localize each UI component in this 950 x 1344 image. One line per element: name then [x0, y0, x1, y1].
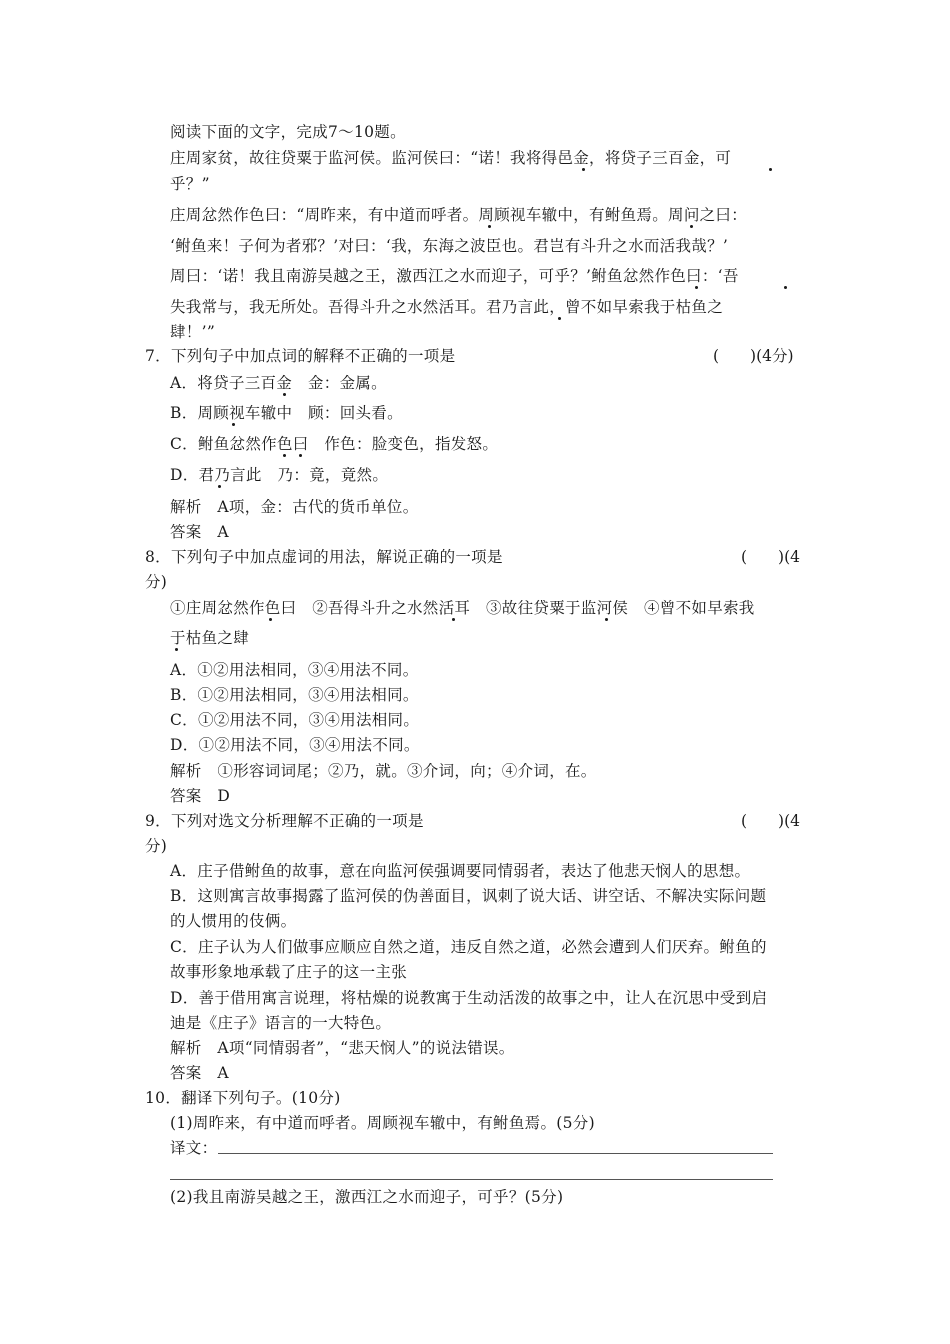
emphasis-dot: [283, 393, 286, 396]
option-d: D．善于借用寓言说理，将枯燥的说教寓于生动活泼的故事之中，让人在沉思中受到启: [170, 989, 768, 1007]
question-stem-tail: 分): [145, 837, 168, 855]
option-b: B．①②用法相同，③④用法相同。: [170, 686, 419, 704]
question-stem: 9．下列对选文分析理解不正确的一项是: [145, 812, 424, 830]
emphasis-dot: [299, 454, 302, 457]
question-stem: 10．翻译下列句子。(10分): [145, 1089, 341, 1107]
numbered-items: 于枯鱼之肆: [170, 629, 250, 647]
question-stem: 8．下列句子中加点虚词的用法，解说正确的一项是: [145, 548, 503, 566]
option-b: B．这则寓言故事揭露了监河侯的伪善面目，讽刺了说大话、讲空话、不解决实际问题: [170, 887, 767, 905]
answer-blank: ( )(4: [741, 812, 801, 830]
question-stem-tail: 分): [145, 573, 168, 591]
emphasis-dot: [488, 225, 491, 228]
passage-line: 庄周忿然作色曰：“周昨来，有中道而呼者。周顾视车辙中，有鲋鱼焉。周问之曰：: [170, 206, 748, 224]
passage-line: 乎？”: [170, 175, 210, 193]
emphasis-dot: [582, 168, 585, 171]
passage-line: 肆！’”: [170, 323, 216, 341]
option-c: C．①②用法不同，③④用法相同。: [170, 711, 420, 729]
emphasis-dot: [605, 618, 608, 621]
passage-line: 周曰：‘诺！我且南游吴越之王，激西江之水而迎子，可乎？’鲋鱼忿然作色曰：‘吾: [170, 267, 739, 285]
emphasis-dot: [175, 648, 178, 651]
option-d: D．①②用法不同，③④用法不同。: [170, 736, 420, 754]
passage-line: ‘鲋鱼来！子何为者邪？’对曰：‘我，东海之波臣也。君岂有斗升之水而活我哉？’: [170, 237, 729, 255]
answer: 答案 A: [170, 523, 229, 541]
emphasis-dot: [269, 618, 272, 621]
option-b-cont: 的人惯用的伎俩。: [170, 912, 297, 930]
emphasis-dot: [695, 286, 698, 289]
answer-blank: ( )(4分): [713, 347, 794, 365]
emphasis-dot: [690, 225, 693, 228]
analysis: 解析 A项“同情弱者”，“悲天悯人”的说法错误。: [170, 1039, 515, 1057]
option-d: D．君乃言此 乃：竟，竟然。: [170, 466, 389, 484]
reading-instruction: 阅读下面的文字，完成7～10题。: [170, 123, 406, 141]
emphasis-dot: [784, 286, 787, 289]
passage-line: 失我常与，我无所处。吾得斗升之水然活耳。君乃言此，曾不如早索我于枯鱼之: [170, 298, 724, 316]
sentence-2: (2)我且南游吴越之王，激西江之水而迎子，可乎？(5分): [170, 1188, 564, 1206]
option-a: A．将贷子三百金 金：金属。: [170, 374, 387, 392]
option-d-cont: 迪是《庄子》语言的一大特色。: [170, 1014, 392, 1032]
answer-blank: ( )(4: [741, 548, 801, 566]
option-a: A．①②用法相同，③④用法不同。: [170, 661, 419, 679]
option-c: C．庄子认为人们做事应顺应自然之道，违反自然之道，必然会遭到人们厌弃。鲋鱼的: [170, 938, 767, 956]
emphasis-dot: [232, 423, 235, 426]
analysis: 解析 ①形容词词尾；②乃，就。③介词，向；④介词，在。: [170, 762, 597, 780]
emphasis-dot: [218, 485, 221, 488]
answer-line[interactable]: [170, 1179, 773, 1180]
emphasis-dot: [452, 618, 455, 621]
answer-line[interactable]: [218, 1153, 773, 1154]
emphasis-dot: [558, 317, 561, 320]
answer: 答案 D: [170, 787, 231, 805]
answer: 答案 A: [170, 1064, 229, 1082]
passage-line: 庄周家贫，故往贷粟于监河侯。监河侯曰：“诺！我将得邑金，将贷子三百金，可: [170, 149, 732, 167]
question-stem: 7．下列句子中加点词的解释不正确的一项是: [145, 347, 456, 365]
emphasis-dot: [283, 454, 286, 457]
option-a: A．庄子借鲋鱼的故事，意在向监河侯强调要同情弱者，表达了他悲天悯人的思想。: [170, 862, 751, 880]
emphasis-dot: [769, 168, 772, 171]
analysis: 解析 A项，金：古代的货币单位。: [170, 498, 419, 516]
option-c-cont: 故事形象地承载了庄子的这一主张: [170, 963, 408, 981]
translation-label: 译文：: [170, 1139, 218, 1157]
option-b: B．周顾视车辙中 顾：回头看。: [170, 404, 403, 422]
sentence-1: (1)周昨来，有中道而呼者。周顾视车辙中，有鲋鱼焉。(5分): [170, 1114, 595, 1132]
option-c: C．鲋鱼忿然作色曰 作色：脸变色，指发怒。: [170, 435, 499, 453]
numbered-items: ①庄周忿然作色曰 ②吾得斗升之水然活耳 ③故往贷粟于监河侯 ④曾不如早索我: [170, 599, 755, 617]
